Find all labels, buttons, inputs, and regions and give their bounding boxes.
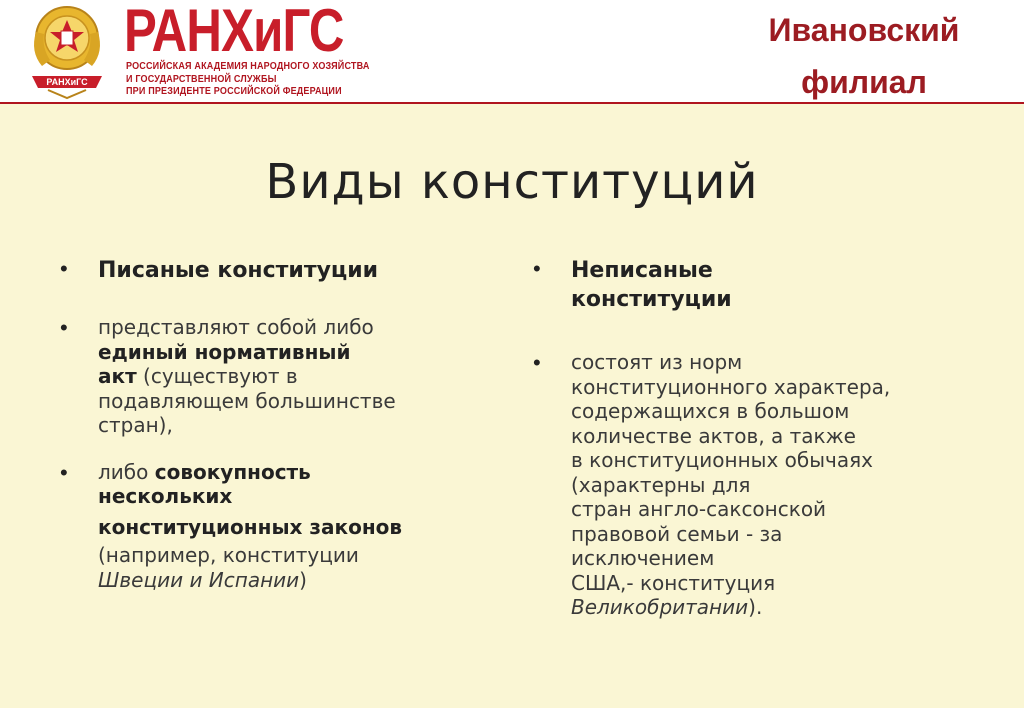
body-line: стран англо-саксонской <box>571 497 827 521</box>
column-heading: Неписаные <box>571 258 713 283</box>
body-line: подавляющем большинстве <box>98 388 396 413</box>
bullet-icon: • <box>533 256 541 281</box>
bullet-icon: • <box>60 256 68 281</box>
italic-text: Швеции и Испании <box>98 567 300 592</box>
bullet-icon: • <box>60 459 68 485</box>
body-line: США,- конституция <box>571 570 776 595</box>
slide-header <box>0 0 1024 102</box>
emphasis-text: нескольких <box>98 484 233 508</box>
body-line: количестве актов, а также <box>571 423 856 448</box>
slide-title: Виды конституций <box>265 154 759 210</box>
emphasis-text: акт <box>98 364 137 388</box>
brand-subtitle <box>126 60 370 98</box>
list-item <box>533 350 973 620</box>
brand-subtitle-line: РОССИЙСКАЯ АКАДЕМИЯ НАРОДНОГО ХОЗЯЙСТВА <box>126 60 370 72</box>
body-line: содержащихся в большом <box>571 399 850 423</box>
brand-subtitle-line: И ГОСУДАРСТВЕННОЙ СЛУЖБЫ <box>126 72 277 85</box>
brand-title: РАНХиГС <box>124 0 344 64</box>
branch-name-line: филиал <box>801 64 927 100</box>
body-line: состоят из норм <box>571 350 743 374</box>
italic-text: Великобритании <box>571 595 749 619</box>
body-text: либо <box>98 459 155 484</box>
unwritten-constitutions-column <box>533 256 973 620</box>
written-constitutions-column <box>60 256 490 592</box>
body-line: стран), <box>98 413 173 437</box>
branch-name <box>744 4 984 108</box>
emphasis-text: единый нормативный <box>98 339 351 364</box>
list-item <box>60 315 490 438</box>
bullet-icon: • <box>60 315 68 340</box>
emphasis-text: совокупность <box>154 459 311 484</box>
body-line: (характерны для <box>571 472 751 497</box>
body-line: исключением <box>571 546 715 570</box>
emblem-ribbon-label: РАНХиГС <box>46 77 88 87</box>
emphasis-text: конституционных законов <box>98 514 403 539</box>
list-item <box>60 256 490 285</box>
body-text: ). <box>748 595 763 619</box>
brand-subtitle-line: ПРИ ПРЕЗИДЕНТЕ РОССИЙСКОЙ ФЕДЕРАЦИИ <box>126 85 342 97</box>
body-line: представляют собой либо <box>98 315 374 339</box>
body-line: в конституционных обычаях <box>571 448 873 472</box>
branch-name-line: Ивановский <box>768 12 960 48</box>
body-text: (существуют в <box>136 364 298 388</box>
bullet-icon: • <box>533 350 541 375</box>
column-heading: конституции <box>571 287 732 312</box>
body-line: правовой семьи - за <box>571 521 783 546</box>
slide-content <box>0 104 1024 708</box>
body-line: (например, конституции <box>98 543 359 567</box>
ranepa-emblem-icon <box>26 2 108 100</box>
body-line: конституционного характера, <box>571 374 891 399</box>
list-item <box>60 460 490 593</box>
body-text: ) <box>299 567 307 592</box>
column-heading: Писаные конституции <box>98 258 379 283</box>
list-item <box>533 256 973 314</box>
